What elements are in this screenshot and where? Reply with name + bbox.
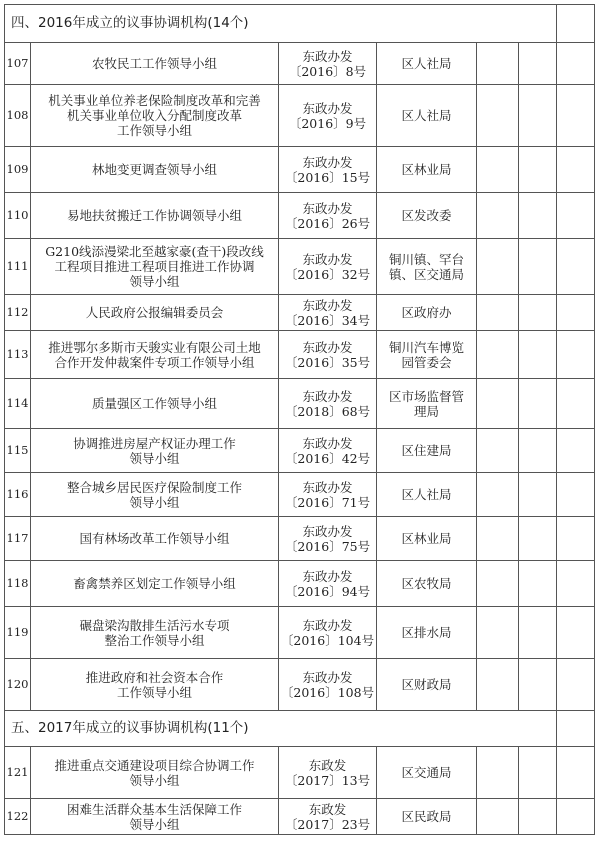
institution-name-line: 领导小组: [129, 816, 180, 832]
institution-name: [31, 659, 279, 711]
empty-cell: [557, 607, 595, 659]
empty-cell: [557, 659, 595, 711]
institution-name-line: 领导小组: [129, 274, 180, 289]
institution-name: [31, 607, 279, 659]
institution-name: [31, 85, 279, 147]
document-number-line: 东政办发: [302, 100, 353, 116]
table-row: [5, 517, 595, 561]
row-number: 107: [5, 43, 31, 85]
empty-cell: [519, 331, 557, 379]
document-number-line: 〔2016〕75号: [284, 538, 371, 554]
row-number: 122: [5, 799, 31, 835]
institution-name-line: 整治工作领导小组: [104, 632, 205, 648]
table-row: [5, 193, 595, 239]
lead-department: [377, 659, 477, 711]
empty-cell: [519, 193, 557, 239]
document-number-line: 〔2016〕71号: [284, 494, 371, 510]
institution-name: [31, 517, 279, 561]
document-number-line: 东政办发: [302, 48, 353, 64]
row-number: 118: [5, 561, 31, 607]
document-number-line: 东政办发: [302, 251, 353, 267]
empty-cell: [477, 607, 519, 659]
empty-cell: [477, 517, 519, 561]
table-row: [5, 799, 595, 835]
lead-department: [377, 193, 477, 239]
lead-department-line: 区民政局: [401, 809, 452, 824]
empty-cell: [557, 561, 595, 607]
document-number: [279, 147, 377, 193]
empty-cell: [519, 429, 557, 473]
empty-cell: [519, 607, 557, 659]
section-header-row: [5, 711, 595, 747]
row-number: 112: [5, 295, 31, 331]
empty-cell: [477, 193, 519, 239]
lead-department: [377, 295, 477, 331]
empty-cell: [477, 331, 519, 379]
institution-name-line: 整合城乡居民医疗保险制度工作: [66, 479, 242, 495]
lead-department: [377, 517, 477, 561]
empty-cell: [557, 429, 595, 473]
lead-department-line: 理局: [413, 403, 439, 419]
empty-cell: [477, 473, 519, 517]
empty-cell: [557, 517, 595, 561]
institution-name: [31, 193, 279, 239]
document-number-line: 东政办发: [302, 617, 353, 633]
document-number-line: 东政发: [308, 757, 347, 773]
row-number: 108: [5, 85, 31, 147]
empty-cell: [557, 799, 595, 835]
institution-name-line: 合作开发仲裁案件专项工作领导小组: [54, 354, 255, 370]
document-number: [279, 331, 377, 379]
institution-name-line: 推进政府和社会资本合作: [85, 669, 224, 685]
table-row: [5, 607, 595, 659]
row-number: 120: [5, 659, 31, 711]
lead-department: [377, 379, 477, 429]
lead-department: [377, 239, 477, 295]
document-number-line: 〔2017〕23号: [284, 816, 371, 832]
institution-name: [31, 331, 279, 379]
institution-name: [31, 379, 279, 429]
institution-name-line: 协调推进房屋产权证办理工作: [73, 435, 236, 451]
empty-cell: [557, 295, 595, 331]
lead-department-line: 区农牧局: [401, 576, 452, 591]
lead-department: [377, 473, 477, 517]
lead-department-line: 区政府办: [401, 305, 452, 320]
table-row: [5, 147, 595, 193]
row-number: 113: [5, 331, 31, 379]
document-number: [279, 473, 377, 517]
lead-department-line: 镇、区交通局: [388, 266, 464, 282]
table-row: [5, 239, 595, 295]
empty-cell: [557, 379, 595, 429]
institution-name: [31, 295, 279, 331]
empty-cell: [477, 659, 519, 711]
institution-name: [31, 429, 279, 473]
document-number: [279, 799, 377, 835]
institution-name-line: 易地扶贫搬迁工作协调领导小组: [66, 208, 242, 223]
document-number-line: 〔2016〕8号: [288, 63, 367, 79]
empty-cell: [477, 747, 519, 799]
document-number-line: 〔2016〕42号: [284, 450, 371, 466]
document-number-line: 东政发: [308, 801, 347, 817]
institution-name: [31, 473, 279, 517]
empty-cell: [519, 147, 557, 193]
lead-department: [377, 85, 477, 147]
document-number-line: 〔2016〕26号: [284, 215, 371, 231]
empty-cell: [477, 43, 519, 85]
document-number-line: 东政办发: [302, 568, 353, 584]
document-number-line: 东政办发: [302, 388, 353, 404]
empty-cell: [477, 295, 519, 331]
lead-department-line: 铜川镇、罕台: [388, 251, 464, 267]
lead-department-line: 区排水局: [401, 625, 452, 640]
row-number: 114: [5, 379, 31, 429]
document-number: [279, 239, 377, 295]
row-number: 115: [5, 429, 31, 473]
lead-department: [377, 429, 477, 473]
empty-cell: [557, 473, 595, 517]
institution-name-line: 机关事业单位养老保险制度改革和完善: [48, 93, 261, 108]
lead-department-line: 区发改委: [401, 208, 452, 223]
document-number: [279, 747, 377, 799]
document-number: [279, 659, 377, 711]
institution-name-line: 质量强区工作领导小组: [91, 396, 217, 411]
document-number-line: 〔2016〕9号: [288, 115, 367, 131]
section-title: 四、2016年成立的议事协调机构(14个): [5, 5, 557, 43]
table-row: [5, 379, 595, 429]
document-number: [279, 561, 377, 607]
institution-name: [31, 239, 279, 295]
row-number: 111: [5, 239, 31, 295]
table-row: [5, 295, 595, 331]
empty-cell: [557, 193, 595, 239]
lead-department-line: 园管委会: [401, 354, 452, 370]
document-number: [279, 43, 377, 85]
section-title: 五、2017年成立的议事协调机构(11个): [5, 711, 557, 747]
empty-cell: [519, 659, 557, 711]
empty-cell: [557, 85, 595, 147]
document-number-line: 〔2017〕13号: [284, 772, 371, 788]
institution-name-line: 林地变更调查领导小组: [91, 162, 217, 177]
lead-department: [377, 799, 477, 835]
document-number-line: 东政办发: [302, 200, 353, 216]
document-number-line: 东政办发: [302, 523, 353, 539]
document-number: [279, 607, 377, 659]
table-row: [5, 747, 595, 799]
document-number-line: 东政办发: [302, 154, 353, 170]
lead-department: [377, 747, 477, 799]
table-row: [5, 331, 595, 379]
lead-department-line: 区林业局: [401, 531, 452, 546]
lead-department: [377, 147, 477, 193]
lead-department-line: 区林业局: [401, 162, 452, 177]
institution-name-line: G210线添漫梁北至越家豪(查干)段改线: [45, 244, 264, 259]
row-number: 116: [5, 473, 31, 517]
lead-department-line: 区人社局: [401, 56, 452, 71]
document-number-line: 东政办发: [302, 435, 353, 451]
table-row: [5, 561, 595, 607]
lead-department-line: 区财政局: [401, 677, 452, 692]
empty-cell: [557, 239, 595, 295]
lead-department-line: 区市场监督管: [388, 388, 464, 404]
empty-cell: [477, 799, 519, 835]
institution-name: [31, 147, 279, 193]
document-number-line: 东政办发: [302, 479, 353, 495]
empty-cell: [519, 379, 557, 429]
row-number: 109: [5, 147, 31, 193]
empty-cell: [477, 147, 519, 193]
empty-cell: [477, 239, 519, 295]
lead-department: [377, 561, 477, 607]
empty-cell: [477, 561, 519, 607]
institution-name: [31, 561, 279, 607]
document-number-line: 〔2016〕34号: [284, 312, 371, 328]
empty-cell: [519, 747, 557, 799]
empty-cell: [519, 43, 557, 85]
document-number-line: 东政办发: [302, 339, 353, 355]
institution-name-line: 领导小组: [129, 494, 180, 510]
document-number-line: 〔2016〕15号: [284, 169, 371, 185]
institution-name-line: 领导小组: [129, 772, 180, 788]
lead-department: [377, 607, 477, 659]
document-number-line: 〔2016〕94号: [284, 583, 371, 599]
row-number: 117: [5, 517, 31, 561]
empty-cell: [519, 295, 557, 331]
lead-department-line: 区交通局: [401, 765, 452, 780]
lead-department: [377, 43, 477, 85]
empty-cell: [519, 517, 557, 561]
empty-cell: [477, 379, 519, 429]
document-number: [279, 517, 377, 561]
institution-name-line: 推进重点交通建设项目综合协调工作: [54, 757, 255, 773]
institution-name: [31, 43, 279, 85]
table-row: [5, 85, 595, 147]
document-number-line: 〔2018〕68号: [284, 403, 371, 419]
document-number: [279, 429, 377, 473]
empty-cell: [519, 239, 557, 295]
empty-cell: [477, 429, 519, 473]
row-number: 110: [5, 193, 31, 239]
document-number-line: 东政办发: [302, 669, 353, 685]
table-row: [5, 659, 595, 711]
table-row: [5, 473, 595, 517]
empty-cell: [557, 5, 595, 43]
document-number-line: 〔2016〕35号: [284, 354, 371, 370]
table-row: [5, 429, 595, 473]
empty-cell: [557, 147, 595, 193]
institution-name-line: 工程项目推进工程项目推进工作协调: [54, 259, 255, 274]
institution-name-line: 工作领导小组: [116, 684, 192, 700]
section-header-row: [5, 5, 595, 43]
document-number-line: 〔2016〕32号: [284, 266, 371, 282]
lead-department-line: 铜川汽车博览: [388, 339, 464, 355]
institution-name-line: 机关事业单位收入分配制度改革: [66, 108, 242, 123]
institution-name-line: 碾盘梁沟散排生活污水专项: [79, 617, 230, 633]
document-number: [279, 379, 377, 429]
empty-cell: [557, 747, 595, 799]
empty-cell: [519, 799, 557, 835]
institution-name-line: 推进鄂尔多斯市天骏实业有限公司土地: [48, 339, 261, 355]
row-number: 121: [5, 747, 31, 799]
lead-department: [377, 331, 477, 379]
institution-name: [31, 799, 279, 835]
document-number-line: 〔2016〕104号: [280, 632, 375, 648]
document-number: [279, 85, 377, 147]
lead-department-line: 区住建局: [401, 443, 452, 458]
empty-cell: [477, 85, 519, 147]
institution-name: [31, 747, 279, 799]
document-number-line: 〔2016〕108号: [280, 684, 375, 700]
institution-name-line: 领导小组: [129, 450, 180, 466]
row-number: 119: [5, 607, 31, 659]
institutions-table: [4, 4, 595, 835]
empty-cell: [557, 711, 595, 747]
empty-cell: [519, 473, 557, 517]
institution-name-line: 工作领导小组: [116, 123, 192, 138]
table-row: [5, 43, 595, 85]
institution-name-line: 农牧民工工作领导小组: [91, 56, 217, 71]
lead-department-line: 区人社局: [401, 108, 452, 123]
institution-name-line: 困难生活群众基本生活保障工作: [66, 801, 242, 817]
empty-cell: [519, 561, 557, 607]
institution-name-line: 国有林场改革工作领导小组: [79, 531, 230, 546]
institution-name-line: 人民政府公报编辑委员会: [85, 305, 224, 320]
empty-cell: [557, 331, 595, 379]
document-number-line: 东政办发: [302, 297, 353, 313]
document-number: [279, 295, 377, 331]
empty-cell: [519, 85, 557, 147]
document-number: [279, 193, 377, 239]
institution-name-line: 畜禽禁养区划定工作领导小组: [73, 576, 236, 591]
empty-cell: [557, 43, 595, 85]
lead-department-line: 区人社局: [401, 487, 452, 502]
